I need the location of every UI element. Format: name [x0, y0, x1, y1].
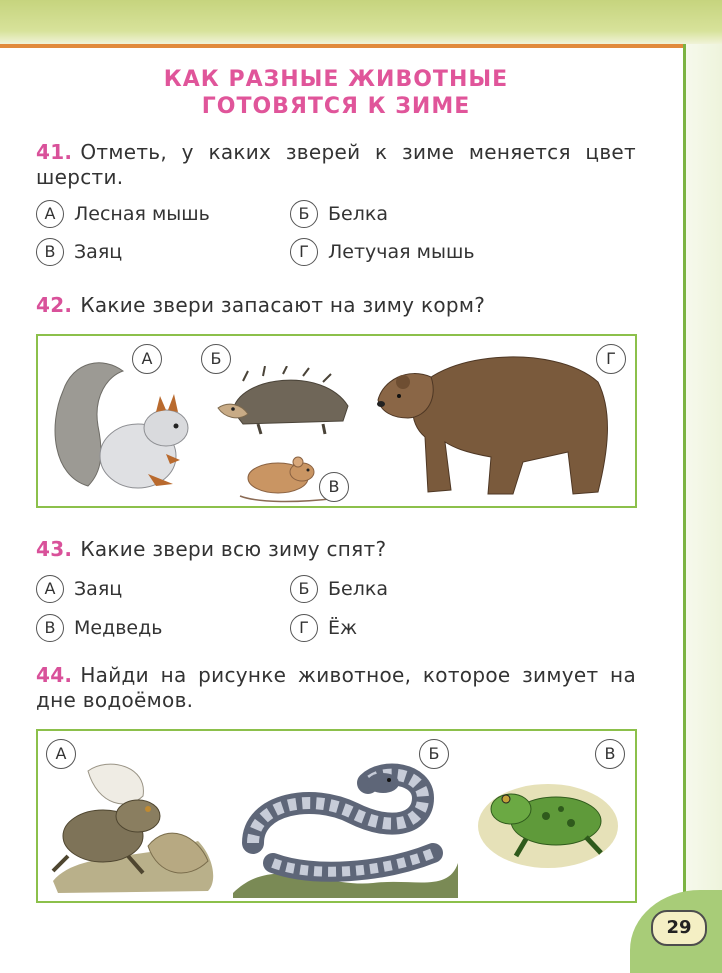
top-rule: [0, 44, 700, 48]
q42-tag-a[interactable]: А: [132, 344, 162, 374]
q41-option-g-circle[interactable]: Г: [290, 238, 318, 266]
q41-option-b[interactable]: [290, 200, 388, 228]
question-42-text: Какие звери запасают на зиму корм?: [80, 293, 486, 317]
q43-option-a[interactable]: [36, 575, 122, 603]
q43-option-g-label: Ёж: [328, 617, 358, 639]
q44-picture-frame: [36, 729, 637, 903]
question-43: [36, 537, 386, 562]
side-rule: [683, 44, 686, 924]
q43-option-b[interactable]: [290, 575, 388, 603]
q41-option-b-label: Белка: [328, 203, 388, 225]
q43-option-a-circle[interactable]: А: [36, 575, 64, 603]
q43-option-b-label: Белка: [328, 578, 388, 600]
q43-option-v[interactable]: [36, 614, 162, 642]
squirrel-picture[interactable]: [48, 346, 198, 498]
top-band: [0, 0, 722, 44]
q43-option-v-circle[interactable]: В: [36, 614, 64, 642]
question-42: [36, 293, 485, 318]
q43-option-g[interactable]: [290, 614, 357, 642]
q41-option-a[interactable]: [36, 200, 210, 228]
snake-picture[interactable]: [233, 743, 458, 898]
question-44-text: Найди на рисунке животное, которое зимует на дне водоёмов.: [36, 663, 636, 712]
question-41-text: Отметь, у каких зверей к зиме меняется цвет шерсти.: [36, 140, 636, 189]
q44-tag-b[interactable]: Б: [419, 739, 449, 769]
question-42-number: 42.: [36, 293, 73, 317]
question-41: [36, 140, 636, 190]
q41-option-a-label: Лесная мышь: [74, 203, 210, 225]
q43-option-v-label: Медведь: [74, 617, 163, 639]
question-41-number: 41.: [36, 140, 73, 164]
q44-tag-a[interactable]: А: [46, 739, 76, 769]
q41-option-v-circle[interactable]: В: [36, 238, 64, 266]
page-title: [100, 66, 572, 120]
page-number: 29: [651, 910, 707, 946]
toad-picture[interactable]: [48, 761, 223, 896]
title-line-1: КАК РАЗНЫЕ ЖИВОТНЫЕ: [163, 67, 509, 92]
q41-option-g-label: Летучая мышь: [328, 241, 475, 263]
question-44: [36, 663, 636, 713]
q41-option-v-label: Заяц: [74, 241, 123, 263]
q44-tag-v[interactable]: В: [595, 739, 625, 769]
question-43-text: Какие звери всю зиму спят?: [80, 537, 387, 561]
question-44-number: 44.: [36, 663, 73, 687]
question-43-number: 43.: [36, 537, 73, 561]
q41-option-v[interactable]: [36, 238, 122, 266]
frog-picture[interactable]: [476, 771, 621, 871]
q42-picture-frame: [36, 334, 637, 508]
q42-tag-b[interactable]: Б: [201, 344, 231, 374]
title-line-2: ГОТОВЯТСЯ К ЗИМЕ: [201, 94, 471, 119]
side-strip: [686, 44, 722, 973]
bear-picture[interactable]: [373, 342, 613, 502]
hedgehog-picture[interactable]: [213, 366, 358, 436]
q42-tag-g[interactable]: Г: [596, 344, 626, 374]
q41-option-b-circle[interactable]: Б: [290, 200, 318, 228]
q42-tag-v[interactable]: В: [319, 472, 349, 502]
q43-option-g-circle[interactable]: Г: [290, 614, 318, 642]
q43-option-b-circle[interactable]: Б: [290, 575, 318, 603]
q43-option-a-label: Заяц: [74, 578, 123, 600]
q41-option-a-circle[interactable]: А: [36, 200, 64, 228]
q41-option-g[interactable]: [290, 238, 475, 266]
